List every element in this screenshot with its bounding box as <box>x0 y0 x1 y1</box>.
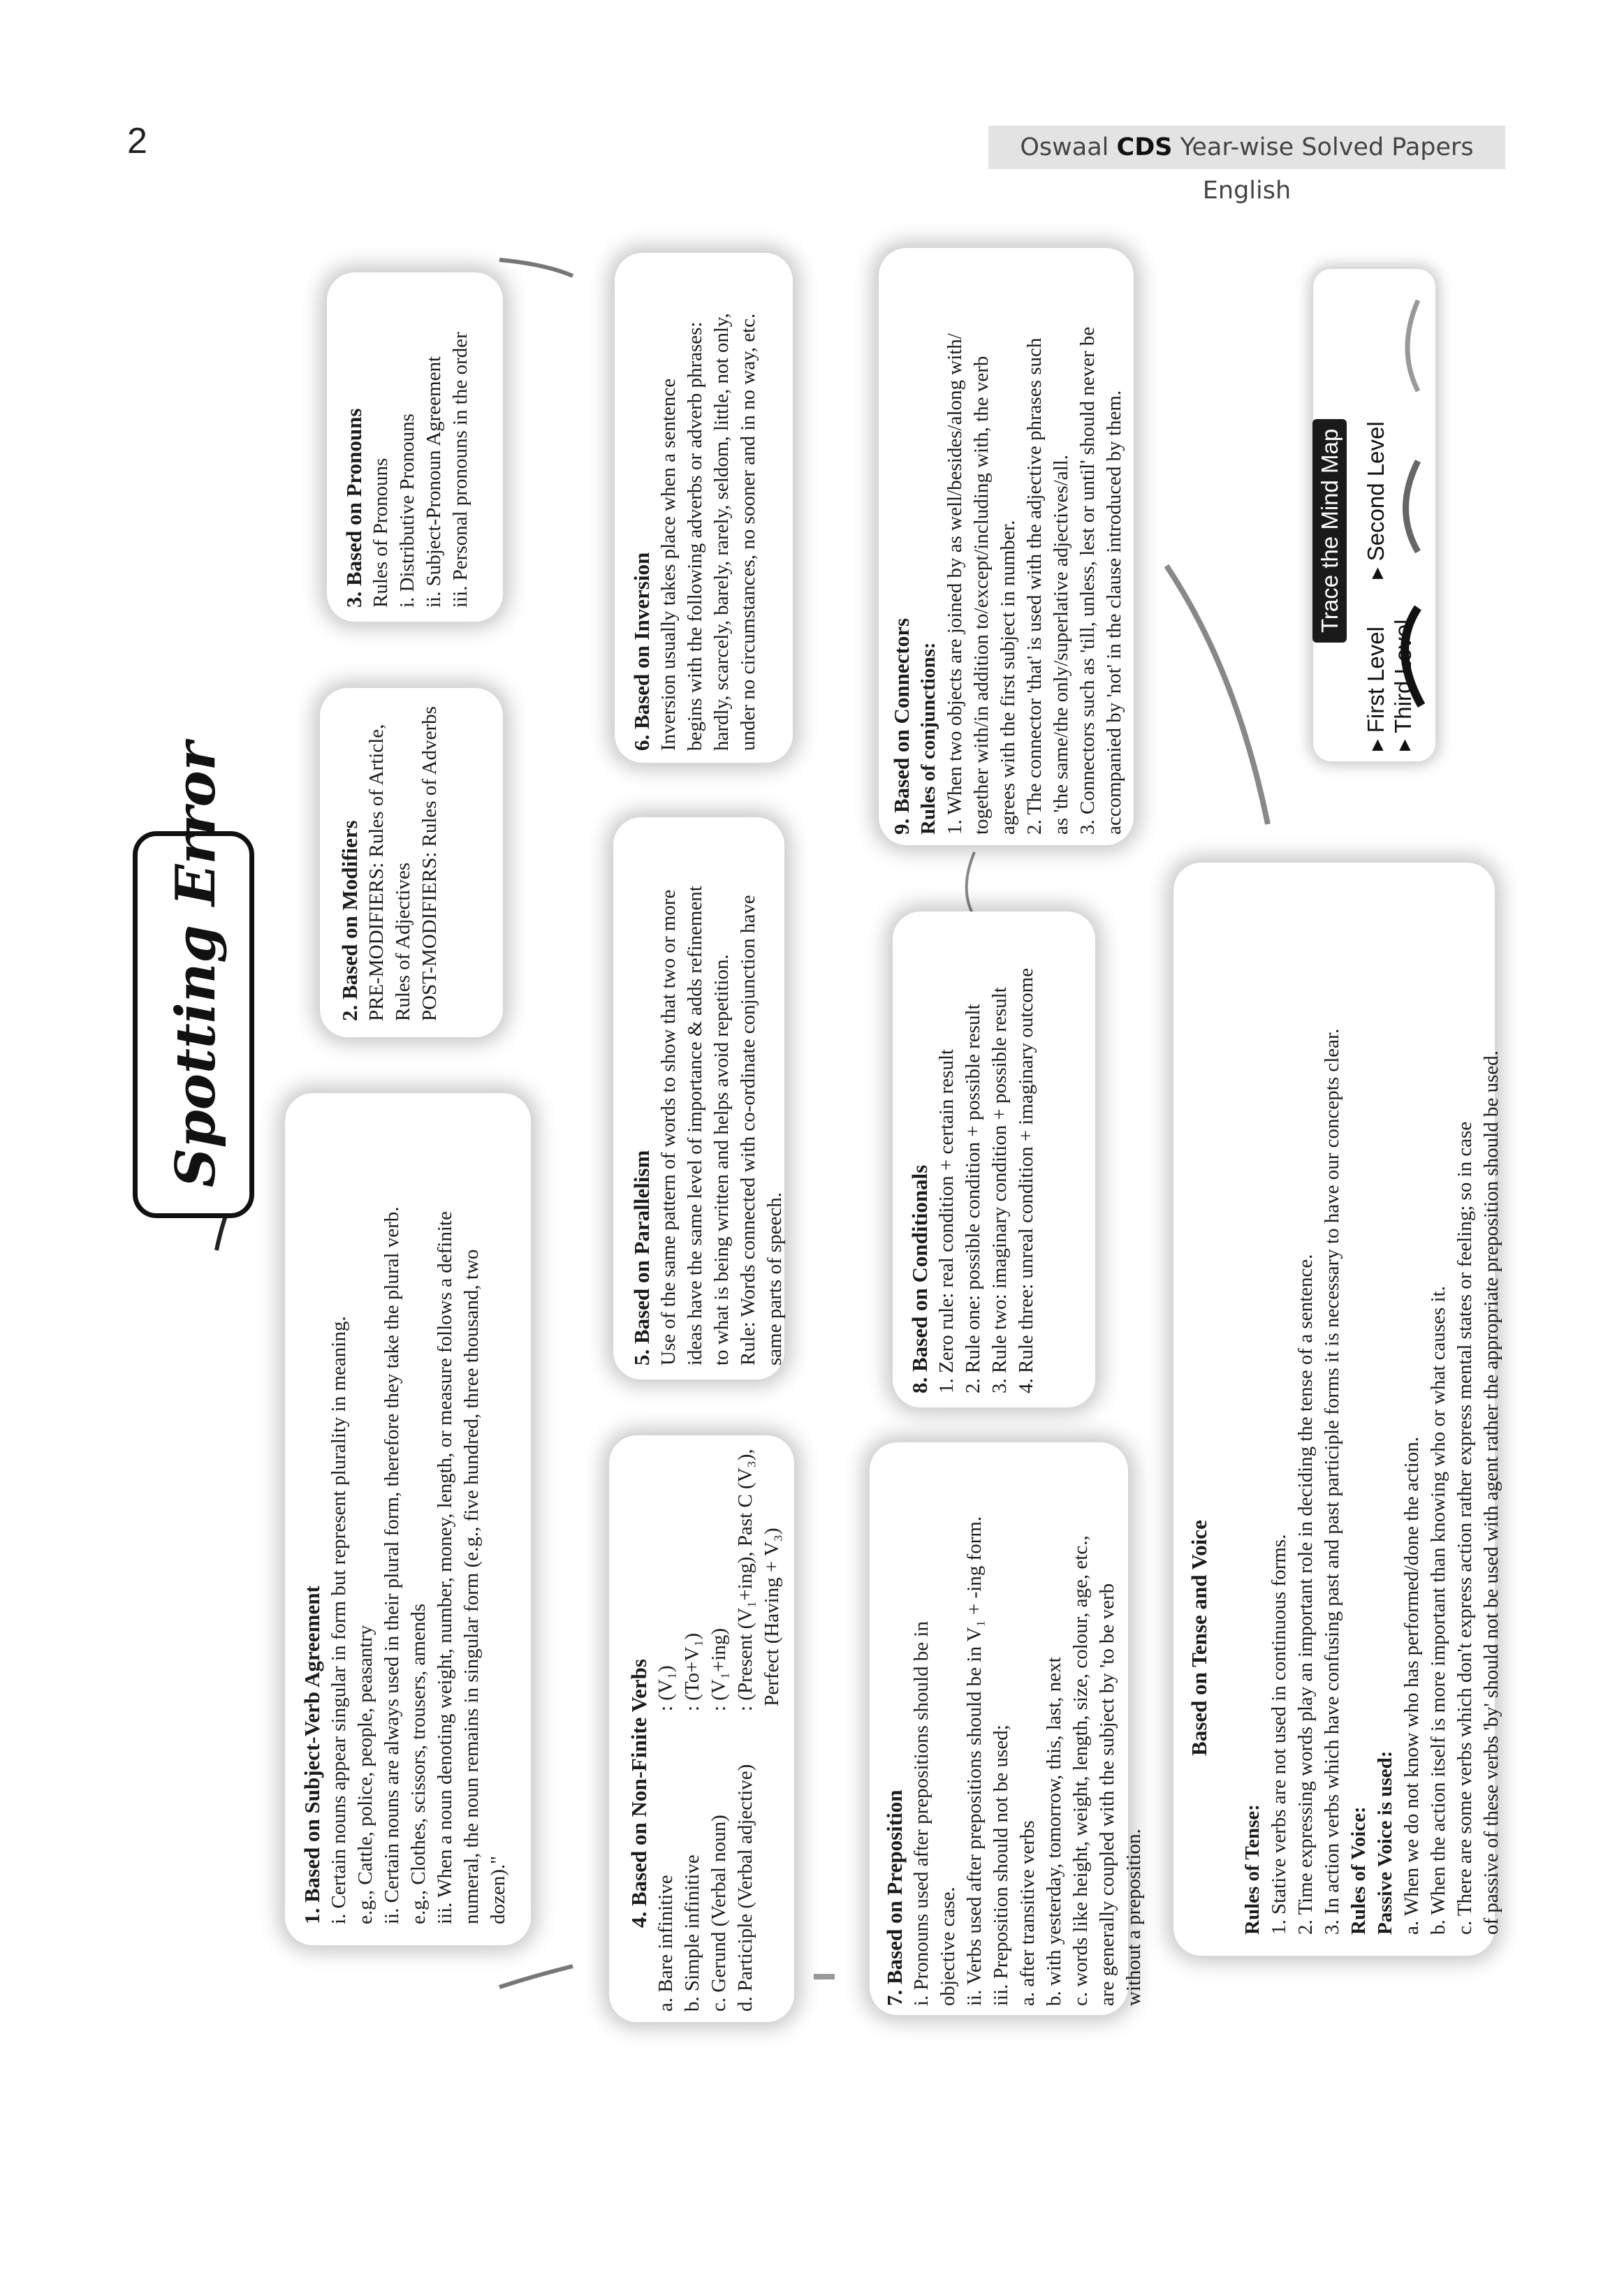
list-item: are generally coupled with the subject by 'to be verb <box>1096 1583 1118 2006</box>
list-item: i. Pronouns used after prepositions should be in <box>910 1621 932 2006</box>
list-item: 1. Stative verbs are not used in continuous forms. <box>1268 1534 1290 1935</box>
list-item: 1. Zero rule: real condition + certain result <box>935 1048 958 1393</box>
legend-third-level: ▸ Third Level <box>1390 619 1416 751</box>
list-item: 2. Time expressing words play an important role in deciding the tense of a sentence. <box>1294 1254 1317 1935</box>
list-item: e.g., Clothes, scissors, trousers, amends <box>407 1603 430 1924</box>
list-item: 2. The connector 'that' is used with the adjective phrases such <box>1023 337 1046 835</box>
list-item: Rules of Adjectives <box>392 862 414 1021</box>
header-title: Year-wise Solved Papers English <box>1180 133 1474 205</box>
list-item: c. There are some verbs which don't express action rather express mental states or feeling; so in case <box>1454 1121 1476 1935</box>
list-item: numeral, the noun remains in singular form (e.g., five hundred, three thousand, two <box>460 1249 483 1924</box>
page-number: 2 <box>127 121 147 161</box>
list-item: iii. When a noun denoting weight, number, money, length, or measure follows a definite <box>434 1211 456 1924</box>
list-item: agrees with the first subject in number. <box>997 520 1019 835</box>
list-item: ii. Certain nouns are always used in their plural form, therefore they take the plural verb. <box>381 1206 403 1924</box>
list-item: ideas have the same level of importance & adds refinement <box>684 886 706 1366</box>
list-item: b. with yesterday, tomorrow, this, last, next <box>1043 1657 1065 2006</box>
legend-second-level: ▸ Second Level <box>1363 421 1389 580</box>
list-item: objective case. <box>937 1887 959 2006</box>
list-item: 3. In action verbs which have confusing past and past participle forms it is necessary to have our concepts clear. <box>1321 1028 1343 1935</box>
modifiers-heading: 2. Based on Modifiers <box>337 820 362 1021</box>
list-item: same parts of speech. <box>763 1192 786 1366</box>
list-item: b. When the action itself is more important than knowing who or what causes it. <box>1427 1286 1449 1935</box>
list-item: PRE-MODIFIERS: Rules of Article, <box>365 724 388 1021</box>
list-item: d. Participle (Verbal adjective): (Present (V₁+ing), Past C (V₃), <box>734 1449 756 2012</box>
title-text: Spotting Error <box>164 742 228 1187</box>
preposition-heading: 7. Based on Preposition <box>882 1789 907 2006</box>
header-brand: Oswaal <box>1020 133 1109 161</box>
non-finite-heading: 4. Based on Non-Finite Verbs <box>627 1659 651 1928</box>
header-series: CDS <box>1116 133 1173 161</box>
list-item: without a preposition. <box>1122 1829 1145 2006</box>
list-item: a. When we do not know who has performed/done the action. <box>1400 1437 1423 1935</box>
list-item: a. after transitive verbs <box>1016 1820 1039 2006</box>
list-item: b. Simple infinitive: (To+V₁) <box>681 1632 703 2012</box>
parallelism-heading: 5. Based on Parallelism <box>629 1150 654 1366</box>
list-item: Inversion usually takes place when a sentence <box>657 378 680 751</box>
connectors-heading: 9. Based on Connectors <box>889 617 914 835</box>
list-item: as 'the same/the only/superlative adjectives/all. <box>1050 455 1072 835</box>
list-item: Perfect (Having + V₃) <box>761 1528 783 1711</box>
list-item: to what is being written and helps avoid repetition. <box>710 954 733 1366</box>
list-item: ii. Subject-Pronoun Agreement <box>423 356 445 608</box>
list-item: i. Certain nouns appear singular in form but represent plurality in meaning. <box>328 1316 350 1924</box>
list-item: 4. Rule three: unreal condition + imaginary outcome <box>1015 967 1037 1393</box>
list-item: 3. Connectors such as 'till, unless, lest or until' should never be <box>1076 326 1099 835</box>
tense-rules-heading: Rules of Tense: <box>1241 1804 1264 1935</box>
list-item: c. Gerund (Verbal noun): (V₁+ing) <box>708 1627 730 2012</box>
legend-title: Trace the Mind Map <box>1317 419 1343 643</box>
list-item: Use of the same pattern of words to show that two or more <box>657 889 680 1366</box>
list-item: iii. Preposition should not be used; <box>990 1725 1012 2006</box>
list-item: dozen)." <box>487 1856 509 1924</box>
list-item: a. Bare infinitive: (V₁) <box>654 1665 677 2012</box>
list-item: under no circumstances, no sooner and in no way, etc. <box>737 313 759 751</box>
list-item: iii. Personal pronouns in the order <box>449 332 471 608</box>
tense-voice-heading: Based on Tense and Voice <box>1187 1520 1211 1756</box>
pronouns-heading: 3. Based on Pronouns <box>342 408 366 608</box>
list-item: e.g., Cattle, police, people, peasantry <box>354 1625 376 1924</box>
list-item: 3. Rule two: imaginary condition + possible result <box>988 987 1011 1393</box>
list-item: 1. When two objects are joined by as well/besides/along with/ <box>944 333 966 835</box>
list-item: ii. Verbs used after prepositions should be in V₁ + -ing form. <box>963 1516 986 2006</box>
conditionals-heading: 8. Based on Conditionals <box>907 1164 932 1393</box>
list-item: c. words like height, weight, length, size, colour, age, etc., <box>1069 1535 1092 2006</box>
list-item: accompanied by 'not' in the clause introduced by them. <box>1103 390 1125 835</box>
subject-verb-heading: 1. Based on Subject-Verb Agreement <box>300 1586 324 1924</box>
list-item: of passive of these verbs 'by' should not be used with agent rather the appropriate preposition should be used. <box>1480 1050 1502 1935</box>
list-item: i. Distributive Pronouns <box>396 413 418 608</box>
legend-first-level: ▸ First Level <box>1363 627 1389 751</box>
list-item: together with/in addition to/except/including with, the verb <box>970 356 993 835</box>
passive-voice-heading: Passive Voice is used: <box>1374 1750 1396 1935</box>
connectors-subheading: Rules of conjunctions: <box>917 642 939 835</box>
voice-rules-heading: Rules of Voice: <box>1347 1806 1370 1935</box>
list-item: begins with the following adverbs or adverb phrases: <box>684 321 706 751</box>
list-item: Rule: Words connected with co-ordinate conjunction have <box>737 895 759 1366</box>
list-item: POST-MODIFIERS: Rules of Adverbs <box>418 706 441 1021</box>
list-item: 2. Rule one: possible condition + possible result <box>962 1004 984 1393</box>
list-item: hardly, scarcely, barely, rarely, seldom, little, not only, <box>710 313 733 751</box>
list-item: Rules of Pronouns <box>370 457 392 608</box>
inversion-heading: 6. Based on Inversion <box>629 552 654 751</box>
